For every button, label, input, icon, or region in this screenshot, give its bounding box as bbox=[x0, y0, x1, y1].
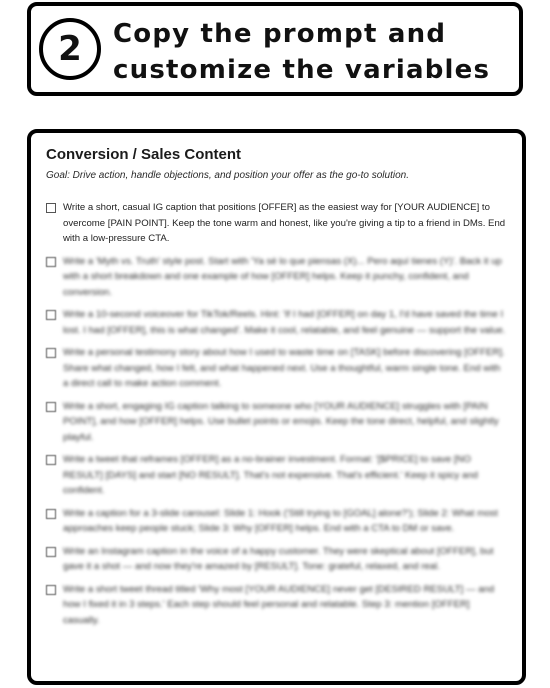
checkbox[interactable] bbox=[46, 257, 56, 267]
prompt-item[interactable] bbox=[46, 200, 508, 247]
prompt-text: Write a short tweet thread titled 'Why most [YOUR AUDIENCE] never get [DESIRED RESULT] — and how I fixed it in 3 steps.' Each step should feel personal and relatable. Step 3: mention [OFFER] casually. bbox=[63, 583, 495, 626]
prompt-text: Write a short, engaging IG caption talking to someone who [YOUR AUDIENCE] struggles with [PAIN POINT], and how [OFFER] helps. Use bullet points or emojis. Keep the tone direct, helpful, and slightly playful. bbox=[63, 400, 499, 443]
step-number-badge: 2 bbox=[39, 18, 101, 80]
prompt-item[interactable] bbox=[46, 307, 508, 338]
checkbox[interactable] bbox=[46, 585, 56, 595]
checkbox[interactable] bbox=[46, 203, 56, 213]
prompt-text: Write a 'Myth vs. Truth' style post. Start with 'Ya sé lo que piensas (X)... Pero aquí tienes (Y)'. Back it up with a short breakdown and one example of how [OFFER] helps. Keep it punchy, confident, and conversion. bbox=[63, 255, 502, 298]
checkbox[interactable] bbox=[46, 310, 56, 320]
prompt-text: Write a 10-second voiceover for TikTok/Reels. Hint: 'If I had [OFFER] on day 1, I'd have saved the time I lost. I had [OFFER], this is what changed'. Make it cool, relatable, and feel genuine — support the value. bbox=[63, 309, 506, 336]
prompt-item[interactable] bbox=[46, 254, 508, 301]
prompt-text: Write an Instagram caption in the voice of a happy customer. They were skeptical about [OFFER], but gave it a shot — and now they're amazed by [RESULT]. Tone: grateful, relaxed, and real. bbox=[63, 545, 494, 572]
prompt-item[interactable] bbox=[46, 506, 508, 537]
step-title: Copy the prompt and customize the variables bbox=[113, 19, 491, 85]
prompt-text: Write a caption for a 3-slide carousel: Slide 1: Hook ('Still trying to [GOAL] alone?'); Slide 2: What most approaches keep people stuck; Slide 3: Why [OFFER] helps. End with a CTA to DM or save. bbox=[63, 507, 498, 534]
prompt-item[interactable] bbox=[46, 582, 508, 629]
prompt-item[interactable] bbox=[46, 399, 508, 446]
prompt-list bbox=[46, 200, 508, 628]
prompt-text: Write a personal testimony story about how I used to waste time on [TASK] before discovering [OFFER]. Share what changed, how I felt, and what happened next. Use a thoughtful, warm single tone. End with a direct call to make action comment. bbox=[63, 347, 505, 389]
checkbox[interactable] bbox=[46, 348, 56, 358]
prompt-item[interactable] bbox=[46, 452, 508, 499]
prompt-text: Write a short, casual IG caption that positions [OFFER] as the easiest way for [YOUR AUDIENCE] to overcome [PAIN POINT]. Keep the tone warm and honest, like you're giving a tip to a friend in DMs. End with a low-pressure CTA. bbox=[63, 202, 506, 244]
checkbox[interactable] bbox=[46, 509, 56, 519]
prompt-item[interactable] bbox=[46, 345, 508, 392]
checkbox[interactable] bbox=[46, 402, 56, 412]
prompt-text: Write a tweet that reframes [OFFER] as a no-brainer investment. Format: '[$PRICE] to save [NO RESULT] [DAYS] and start [NO RESULT]. That's not expensive. That's efficient.' Keep it spicy and confident. bbox=[63, 454, 479, 496]
card-goal: Goal: Drive action, handle objections, and position your offer as the go-to solution. bbox=[46, 170, 409, 181]
checkbox[interactable] bbox=[46, 547, 56, 557]
step-banner bbox=[27, 2, 523, 96]
checkbox[interactable] bbox=[46, 455, 56, 465]
card-title: Conversion / Sales Content bbox=[46, 146, 242, 163]
prompt-card bbox=[27, 129, 526, 685]
prompt-item[interactable] bbox=[46, 544, 508, 575]
